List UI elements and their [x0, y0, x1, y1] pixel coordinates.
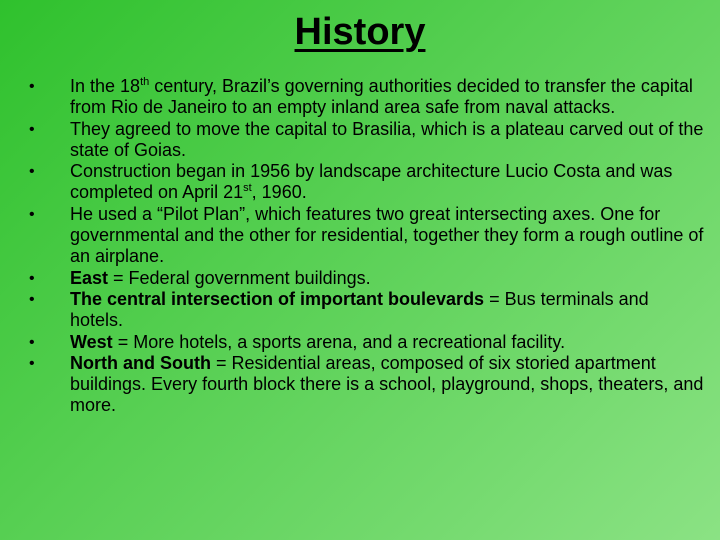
slide-title: History	[294, 11, 426, 53]
bullet-icon: •	[29, 205, 35, 223]
bullet-text: = More hotels, a sports arena, and a recreational facility.	[112, 331, 566, 352]
bullet-item	[26, 204, 706, 268]
bullet-list	[26, 76, 706, 417]
bullet-term: The central intersection of important boulevards	[70, 288, 485, 309]
bullet-text: Construction began in 1956 by landscape architecture Lucio Costa and was completed on April 21	[70, 161, 673, 203]
bullet-text: = Residential areas, composed of six storied apartment buildings. Every fourth block there is a school, playground, shops, theaters, and more.	[70, 352, 704, 416]
bullet-icon: •	[29, 163, 35, 181]
bullet-item	[26, 353, 706, 417]
bullet-item	[26, 161, 706, 204]
bullet-text: In the 18	[70, 76, 141, 96]
bullet-icon: •	[29, 354, 35, 372]
bullet-icon: •	[29, 78, 35, 95]
bullet-icon: •	[29, 120, 35, 138]
bullet-text: = Federal government buildings.	[108, 267, 371, 288]
bullet-text: = Bus terminals and hotels.	[70, 288, 649, 331]
bullet-icon: •	[29, 269, 35, 287]
bullet-item	[26, 76, 706, 119]
ordinal-suffix: st	[243, 182, 252, 195]
bullet-item	[26, 119, 706, 162]
bullet-text: , 1960.	[251, 182, 307, 203]
bullet-item	[26, 332, 706, 353]
bullet-icon: •	[29, 290, 35, 308]
bullet-item	[26, 289, 706, 332]
bullet-term: East	[70, 267, 109, 288]
bullet-item	[26, 268, 706, 289]
bullet-text: century, Brazil’s governing authorities decided to transfer the capital from Rio de Janeiro to an empty inland area safe from naval attacks.	[70, 76, 693, 118]
ordinal-suffix: th	[140, 76, 150, 88]
bullet-text: They agreed to move the capital to Brasilia, which is a plateau carved out of the state of Goias.	[70, 118, 704, 160]
bullet-icon: •	[29, 333, 35, 351]
bullet-term: North and South	[70, 352, 211, 373]
bullet-text: He used a “Pilot Plan”, which features two great intersecting axes. One for governmental and the other for residential, together they form a rough outline of an airplane.	[70, 203, 704, 267]
bullet-term: West	[70, 331, 113, 352]
